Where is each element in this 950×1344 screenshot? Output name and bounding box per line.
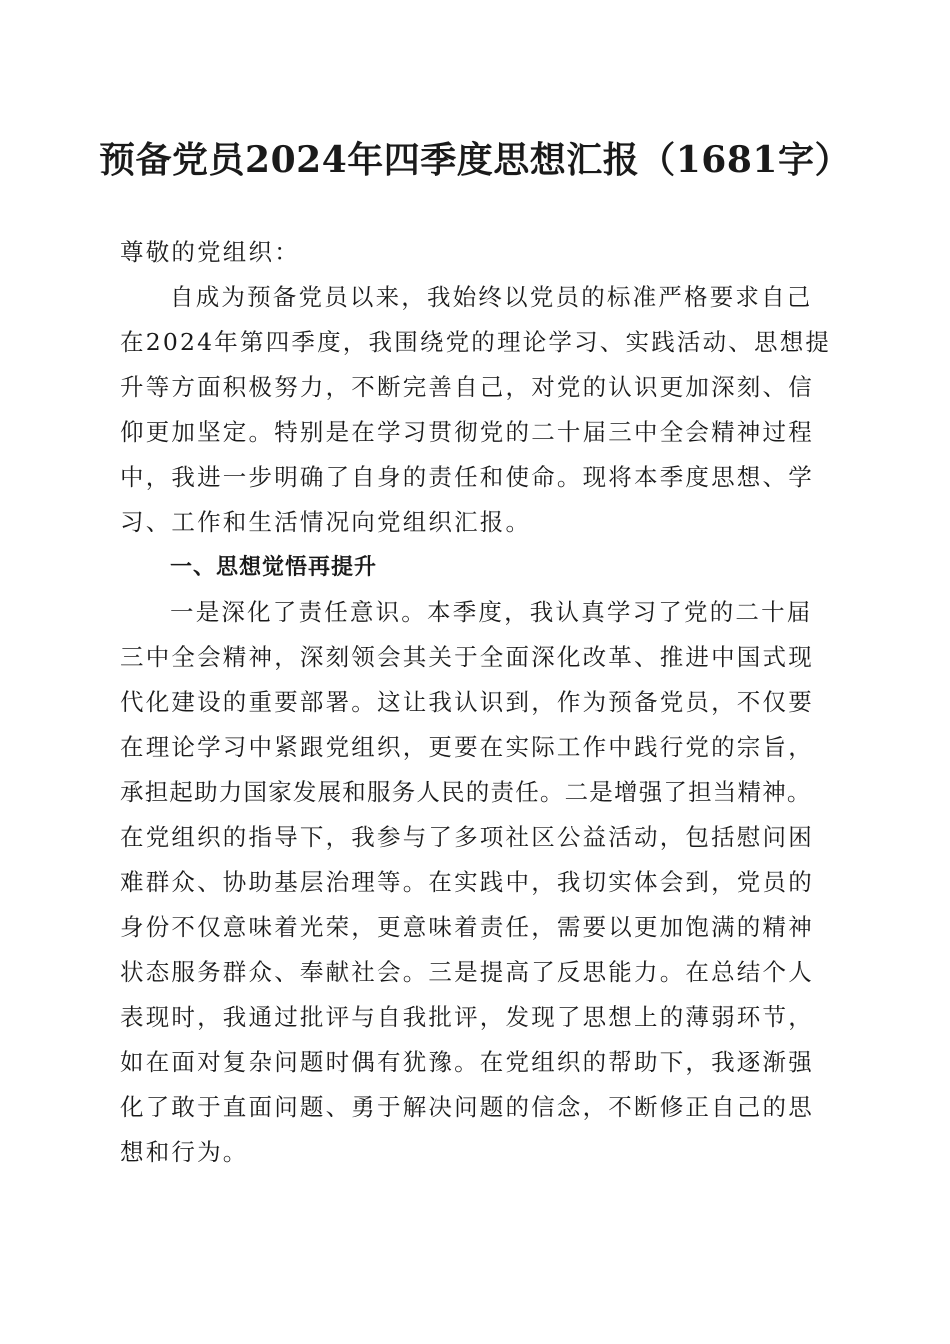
paragraph-line: 代化建设的重要部署。这让我认识到，作为预备党员，不仅要 — [120, 688, 814, 716]
paragraph-line: 表现时，我通过批评与自我批评，发现了思想上的薄弱环节， — [120, 1003, 814, 1031]
paragraph-line: 想和行为。 — [120, 1138, 249, 1166]
paragraph-line: 习、工作和生活情况向党组织汇报。 — [120, 508, 532, 536]
paragraph-line: 升等方面积极努力，不断完善自己，对党的认识更加深刻、信 — [120, 373, 814, 401]
paragraph-line: 在理论学习中紧跟党组织，更要在实际工作中践行党的宗旨， — [120, 733, 814, 761]
paragraph-line: 一是深化了责任意识。本季度，我认真学习了党的二十届 — [170, 598, 813, 626]
salutation: 尊敬的党组织： — [120, 238, 300, 266]
paragraph-line: 难群众、协助基层治理等。在实践中，我切实体会到，党员的 — [120, 868, 814, 896]
paragraph-line: 在2024年第四季度，我围绕党的理论学习、实践活动、思想提 — [120, 328, 832, 356]
document-body — [120, 230, 840, 1175]
paragraph-line: 中，我进一步明确了自身的责任和使命。现将本季度思想、学 — [120, 463, 814, 491]
paragraph-line: 仰更加坚定。特别是在学习贯彻党的二十届三中全会精神过程 — [120, 418, 814, 446]
paragraph-line: 三中全会精神，深刻领会其关于全面深化改革、推进中国式现 — [120, 643, 814, 671]
section-heading: 一、思想觉悟再提升 — [170, 555, 378, 580]
paragraph-line: 在党组织的指导下，我参与了多项社区公益活动，包括慰问困 — [120, 823, 814, 851]
paragraph-line: 身份不仅意味着光荣，更意味着责任，需要以更加饱满的精神 — [120, 913, 814, 941]
paragraph-line: 状态服务群众、奉献社会。三是提高了反思能力。在总结个人 — [120, 958, 814, 986]
paragraph-line: 化了敢于直面问题、勇于解决问题的信念，不断修正自己的思 — [120, 1093, 814, 1121]
paragraph-line: 如在面对复杂问题时偶有犹豫。在党组织的帮助下，我逐渐强 — [120, 1048, 814, 1076]
paragraph-line: 承担起助力国家发展和服务人民的责任。二是增强了担当精神。 — [120, 778, 812, 806]
document-title: 预备党员2024年四季度思想汇报（1681字） — [99, 139, 851, 181]
paragraph-line: 自成为预备党员以来，我始终以党员的标准严格要求自己 — [170, 283, 813, 311]
